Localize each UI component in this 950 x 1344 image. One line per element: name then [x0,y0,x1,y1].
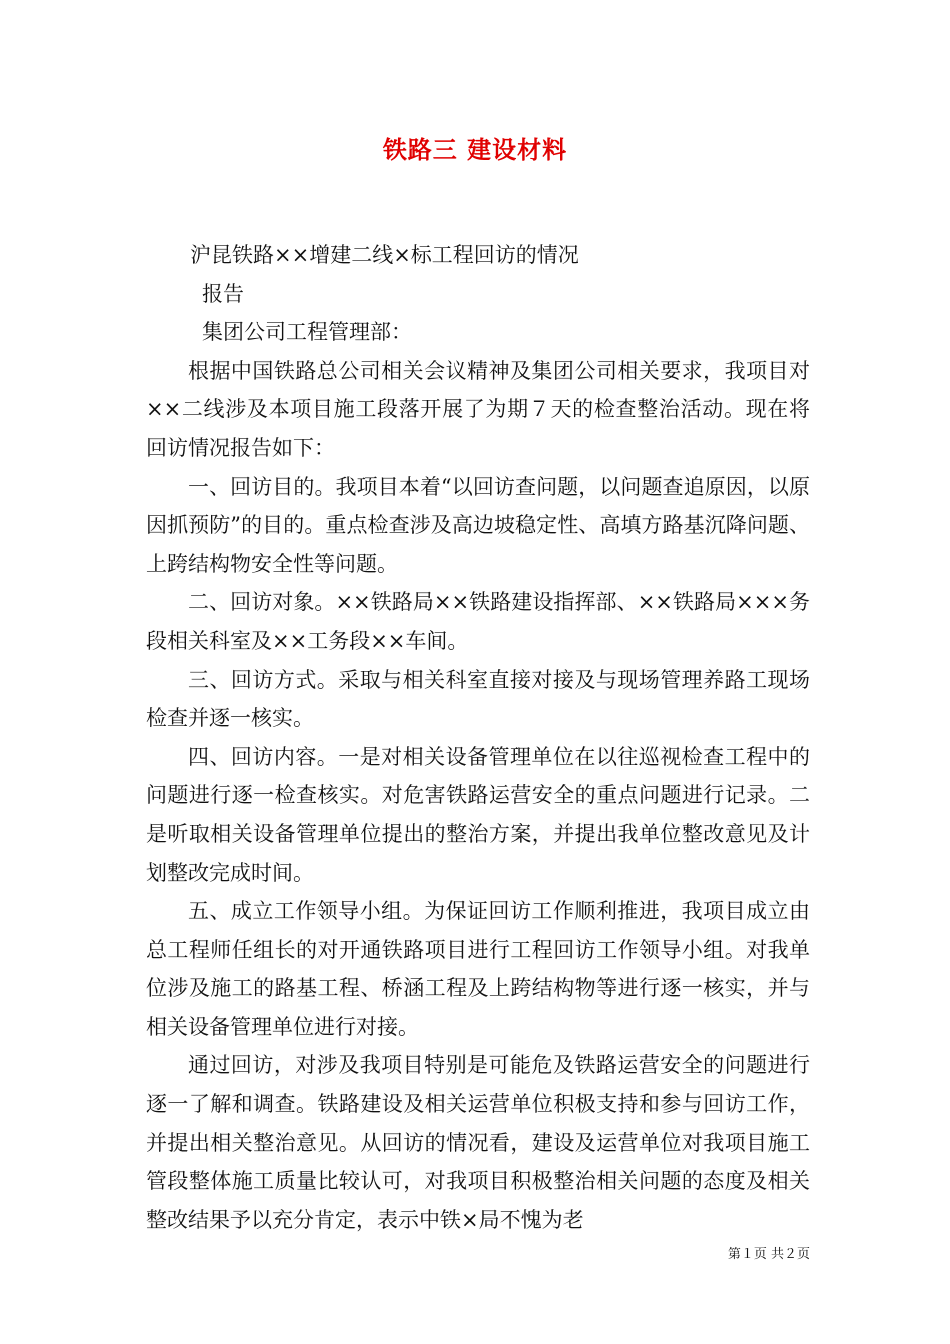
paragraph-intro: 根据中国铁路总公司相关会议精神及集团公司相关要求，我项目对××二线涉及本项目施工段落开展了为期７天的检查整治活动。现在将回访情况报告如下： [146,358,810,460]
paragraph-purpose: 一、回访目的。我项目本着“以回访查问题，以问题查追原因，以原因抓预防”的目的。重点检查涉及高边坡稳定性、高填方路基沉降问题、上跨结构物安全性等问题。 [146,474,810,576]
report-heading: 沪昆铁路××增建二线×标工程回访的情况 [190,243,579,267]
addressee: 集团公司工程管理部： [202,320,412,345]
paragraph-targets: 二、回访对象。××铁路局××铁路建设指挥部、××铁路局×××务段相关科室及××工务段××车间。 [146,590,810,653]
paragraph-content: 四、回访内容。一是对相关设备管理单位在以往巡视检查工程中的问题进行逐一检查核实。对危害铁路运营安全的重点问题进行记录。二是听取相关设备管理单位提出的整治方案，并提出我单位整改意见及计划整改完成时间。 [146,744,810,885]
paragraph-team: 五、成立工作领导小组。为保证回访工作顺利推进，我项目成立由总工程师任组长的对开通铁路项目进行工程回访工作领导小组。对我单位涉及施工的路基工程、桥涵工程及上跨结构物等进行逐一核实，并与相关设备管理单位进行对接。 [146,899,810,1039]
report-subheading: 报告 [202,281,244,306]
page-number: 第１页 共２页 [727,1247,810,1262]
document-body [146,236,810,1239]
paragraph-conclusion: 通过回访，对涉及我项目特别是可能危及铁路运营安全的问题进行逐一了解和调查。铁路建设及相关运营单位积极支持和参与回访工作，并提出相关整治意见。从回访的情况看，建设及运营单位对我项目施工管段整体施工质量比较认可，对我项目积极整治相关问题的态度及相关整改结果予以充分肯定，表示中铁×局不愧为老 [146,1053,810,1232]
document-title: 铁路三 建设材料 [382,135,568,164]
paragraph-method: 三、回访方式。采取与相关科室直接对接及与现场管理养路工现场检查并逐一核实。 [146,667,810,731]
